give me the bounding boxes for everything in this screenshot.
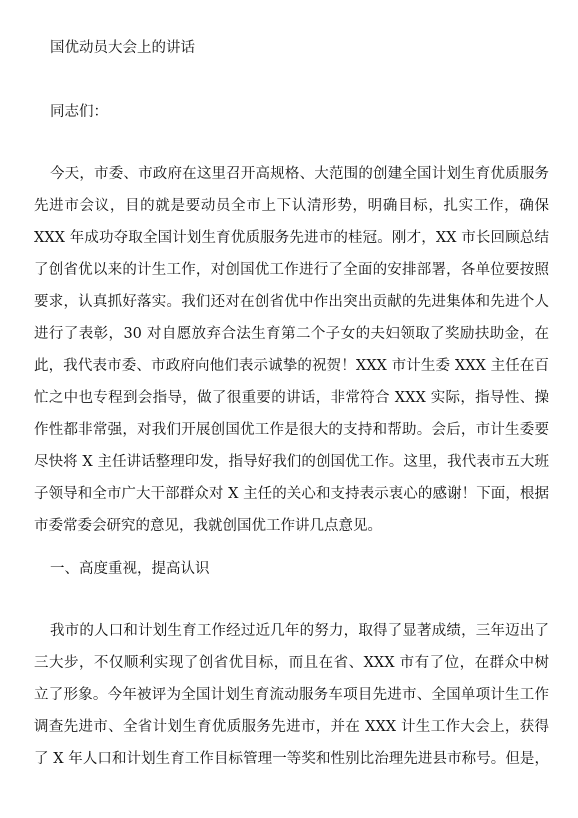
paragraph-1-line: 市委常委会研究的意见，我就创国优工作讲几点意见。 [34, 518, 382, 534]
paragraph-1-line: 子领导和全市广大干部群众对 X 主任的关心和支持表示衷心的感谢！下面，根据 [34, 486, 549, 502]
salutation: 同志们： [50, 104, 108, 120]
paragraph-2-line: 了 X 年人口和计划生育工作目标管理一等奖和性别比治理先进县市称号。但是， [34, 751, 549, 767]
paragraph-2-line: 我市的人口和计划生育工作经过近几年的努力，取得了显著成绩，三年迈出了 [50, 623, 549, 639]
paragraph-2-line: 调查先进市、全省计划生育优质服务先进市，并在 XXX 计生工作大会上，获得 [34, 719, 549, 735]
paragraph-1-line: 进行了表彰，30 对自愿放弃合法生育第二个子女的夫妇领取了奖励扶助金，在 [34, 326, 549, 342]
paragraph-1-line: 忙之中也专程到会指导，做了很重要的讲话，非常符合 XXX 实际，指导性、操 [34, 390, 549, 406]
paragraph-1-line: 先进市会议，目的就是要动员全市上下认清形势，明确目标，扎实工作，确保 [34, 198, 549, 214]
paragraph-1-line: XXX 年成功夺取全国计划生育优质服务先进市的桂冠。刚才，XX 市长回顾总结 [34, 230, 549, 246]
document-title: 国优动员大会上的讲话 [50, 40, 195, 56]
paragraph-1-line: 作性都非常强，对我们开展创国优工作是很大的支持和帮助。会后，市计生委要 [34, 422, 549, 438]
paragraph-1-line: 此，我代表市委、市政府向他们表示诚挚的祝贺！XXX 市计生委 XXX 主任在百 [34, 358, 549, 374]
paragraph-1-line: 尽快将 X 主任讲话整理印发，指导好我们的创国优工作。这里，我代表市五大班 [34, 454, 549, 470]
paragraph-2-line: 立了形象。今年被评为全国计划生育流动服务车项目先进市、全国单项计生工作 [34, 687, 549, 703]
section-1-heading: 一、高度重视，提高认识 [50, 561, 210, 577]
paragraph-1-line: 了创省优以来的计生工作，对创国优工作进行了全面的安排部署，各单位要按照 [34, 262, 549, 278]
paragraph-1-line: 今天，市委、市政府在这里召开高规格、大范围的创建全国计划生育优质服务 [50, 166, 549, 182]
paragraph-2-line: 三大步，不仅顺利实现了创省优目标，而且在省、XXX 市有了位，在群众中树 [34, 655, 549, 671]
paragraph-1-line: 要求，认真抓好落实。我们还对在创省优中作出突出贡献的先进集体和先进个人 [34, 294, 549, 310]
